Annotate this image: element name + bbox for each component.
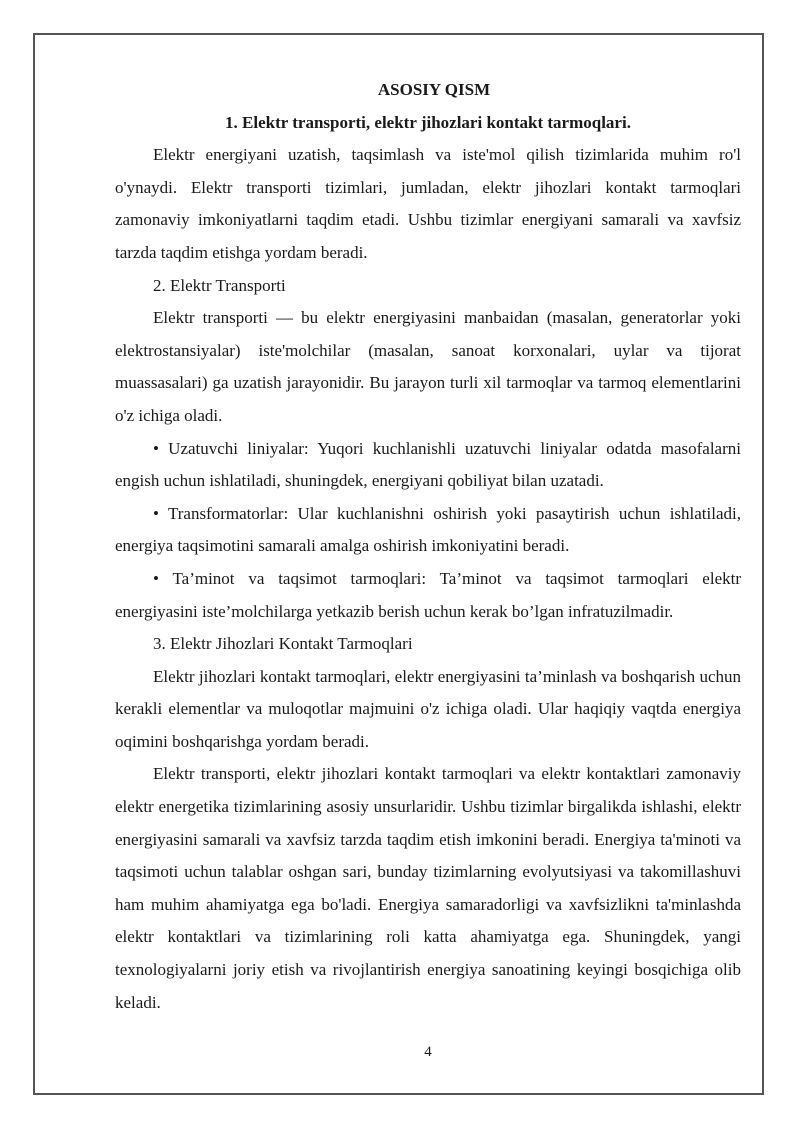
- page-number: 4: [424, 1044, 432, 1060]
- bullet-supply-networks: • Ta’minot va taqsimot tarmoqlari: Ta’minot va taqsimot tarmoqlari elektr energiyasini iste’molchilarga yetkazib berish uchun kerak bo’lgan infratuzilmadir.: [115, 568, 741, 621]
- paragraph-intro: Elektr energiyani uzatish, taqsimlash va iste'mol qilish tizimlarida muhim ro'l o'ynaydi. Elektr transporti tizimlari, jumladan, elektr jihozlari kontakt tarmoqlari zamonaviy imkoniyatlarni taqdim etadi. Ushbu tizimlar energiyani samarali va xavfsiz tarzda taqdim etishga yordam beradi.: [115, 145, 741, 262]
- document-body: [115, 74, 741, 1019]
- paragraph-heading-contact-networks: 3. Elektr Jihozlari Kontakt Tarmoqlari: [153, 634, 413, 654]
- bullet-transformers: • Transformatorlar: Ular kuchlanishni oshirish yoki pasaytirish uchun ishlatiladi, energiya taqsimotini samarali amalga oshirish imkoniyatini beradi.: [115, 503, 741, 556]
- paragraph-contact-networks: Elektr jihozlari kontakt tarmoqlari, elektr energiyasini ta’minlash va boshqarish uchun kerakli elementlar va muloqotlar majmuini o'z ichiga oladi. Ular haqiqiy vaqtda energiya oqimini boshqarishga yordam beradi.: [115, 666, 741, 751]
- paragraph-heading-transport: 2. Elektr Transporti: [153, 275, 286, 295]
- paragraph-conclusion: Elektr transporti, elektr jihozlari kontakt tarmoqlari va elektr kontaktlari zamonaviy elektr energetika tizimlarining asosiy unsurlaridir. Ushbu tizimlar birgalikda ishlashi, elektr energiyasini samarali va xavfsiz tarzda taqdim etish imkonini beradi. Energiya ta'minoti va taqsimoti uchun talablar oshgan sari, bunday tizimlarning evolyutsiyasi va takomillashuvi ham muhim ahamiyatga ega bo'ladi. Energiya samaradorligi va xavfsizlikni ta'minlashda elektr kontaktlari va tizimlarining roli katta ahamiyatga ega. Shuningdek, yangi texnologiyalarni joriy etish va rivojlantirish energiya sanoatining keyingi bosqichiga olib keladi.: [115, 764, 741, 1012]
- paragraph-transport-definition: Elektr transporti — bu elektr energiyasini manbaidan (masalan, generatorlar yoki elektrostansiyalar) iste'molchilar (masalan, sanoat korxonalari, uylar va tijorat muassasalari) ga uzatish jarayonidir. Bu jarayon turli xil tarmoqlar va tarmoq elementlarini o'z ichiga oladi.: [115, 308, 741, 425]
- section-title: ASOSIY QISM: [377, 80, 491, 99]
- bullet-transmission-lines: • Uzatuvchi liniyalar: Yuqori kuchlanishli uzatuvchi liniyalar odatda masofalarni engish uchun ishlatiladi, shuningdek, energiyani qobiliyat bilan uzatadi.: [115, 438, 741, 491]
- subsection-title: 1. Elektr transporti, elektr jihozlari kontakt tarmoqlari.: [225, 112, 631, 132]
